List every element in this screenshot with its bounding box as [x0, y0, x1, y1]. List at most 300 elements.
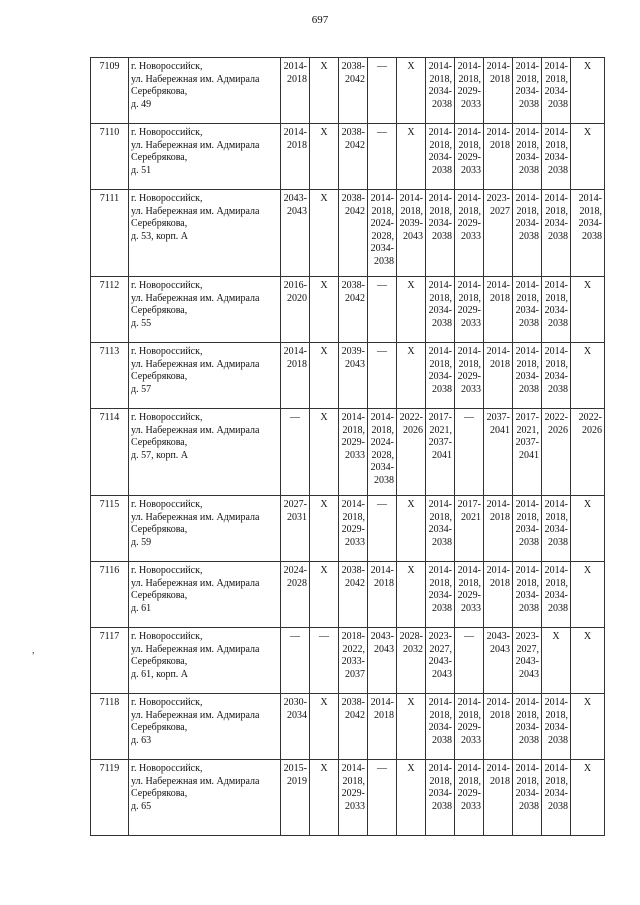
period-line: 2043 — [345, 358, 365, 370]
period-cell — [513, 562, 542, 628]
period-line: 2014- — [428, 763, 452, 774]
address-line: г. Новороссийск, — [131, 193, 203, 204]
period-line: 2024- — [370, 218, 394, 229]
period-cell — [281, 409, 310, 496]
period-line: 2038 — [432, 317, 452, 329]
period-line: 2014- — [370, 697, 394, 708]
period-line: 2014- — [428, 127, 452, 138]
address-cell — [129, 190, 281, 277]
period-cell — [310, 694, 339, 760]
period-line: 2043- — [283, 193, 307, 204]
period-line: 2037 — [345, 668, 365, 680]
period-cell — [426, 760, 455, 836]
period-line: 2034- — [428, 86, 452, 97]
period-line: Х — [583, 346, 592, 357]
period-line: 2038- — [341, 280, 365, 291]
address-cell — [129, 124, 281, 190]
period-line: 2014- — [544, 346, 568, 357]
period-line: 2029- — [457, 305, 481, 316]
address-line: Серебрякова, — [131, 437, 188, 448]
address-line: г. Новороссийск, — [131, 763, 203, 774]
row-number: 7113 — [91, 343, 129, 409]
period-line: 2014- — [515, 61, 539, 72]
period-line: 2018, — [545, 139, 568, 151]
period-line: 2022- — [544, 412, 568, 423]
period-line: 2014- — [428, 499, 452, 510]
period-line: 2018, — [429, 205, 452, 217]
period-cell — [542, 496, 571, 562]
period-cell — [397, 496, 426, 562]
address-line: Серебрякова, — [131, 305, 188, 316]
address-line: Серебрякова, — [131, 371, 188, 382]
period-line: 2034- — [515, 218, 539, 229]
period-cell — [571, 694, 605, 760]
period-line: 2018, — [429, 139, 452, 151]
period-line: 2038 — [519, 734, 539, 746]
period-line: 2033 — [461, 230, 481, 242]
period-line: 2014- — [544, 697, 568, 708]
period-line: 2014- — [283, 61, 307, 72]
period-line: 2018 — [374, 577, 394, 589]
period-line: 2027 — [490, 205, 510, 217]
period-cell — [310, 58, 339, 124]
period-line: 2014- — [486, 565, 510, 576]
address-line: ул. Набережная им. Адмирала — [131, 511, 260, 523]
period-cell — [368, 628, 397, 694]
period-line: Х — [320, 346, 328, 357]
period-cell — [484, 190, 513, 277]
row-number: 7116 — [91, 562, 129, 628]
period-cell — [542, 409, 571, 496]
period-line: 2028- — [399, 631, 423, 642]
period-line: 2038 — [548, 734, 568, 746]
period-line: 2038 — [519, 602, 539, 614]
period-line: 2034- — [370, 462, 394, 473]
period-line: 2033 — [345, 536, 365, 548]
address-line: д. 53, корп. А — [131, 230, 189, 242]
schedule-table — [90, 57, 605, 836]
period-line: 2014- — [457, 127, 481, 138]
period-line: 2014- — [486, 346, 510, 357]
period-line: 2038 — [374, 474, 394, 486]
period-line: 2028 — [287, 577, 307, 589]
period-line: Х — [320, 280, 328, 291]
period-line: 2038 — [548, 230, 568, 242]
period-line: 2018 — [490, 73, 510, 85]
period-cell — [397, 562, 426, 628]
period-line: 2043 — [490, 643, 510, 655]
address-line: г. Новороссийск, — [131, 412, 203, 423]
period-line: 2014- — [544, 193, 568, 204]
period-line: 2018, — [429, 709, 452, 721]
period-line: 2014- — [283, 346, 307, 357]
period-line: 2014- — [428, 61, 452, 72]
period-line: 2041 — [432, 449, 452, 461]
period-cell — [455, 496, 484, 562]
table-row — [91, 628, 605, 694]
period-cell — [368, 58, 397, 124]
period-cell — [281, 343, 310, 409]
period-line: 2014- — [515, 346, 539, 357]
period-line: Х — [583, 127, 592, 138]
period-line: 2038 — [374, 255, 394, 267]
period-line: 2018 — [490, 709, 510, 721]
period-line: 2014- — [515, 763, 539, 774]
period-line: 2029- — [457, 86, 481, 97]
period-cell — [455, 694, 484, 760]
period-line: 2038 — [519, 98, 539, 110]
period-line: 2034- — [428, 788, 452, 799]
period-line: 2018 — [490, 139, 510, 151]
period-cell — [397, 628, 426, 694]
period-line: 2028, — [371, 230, 394, 242]
period-line: 2014- — [457, 346, 481, 357]
period-line: 2018, — [545, 511, 568, 523]
period-line: 2033 — [461, 98, 481, 110]
period-line: 2014- — [341, 763, 365, 774]
period-line: 2014- — [341, 412, 365, 423]
period-line: 2038- — [341, 127, 365, 138]
period-cell — [542, 343, 571, 409]
period-cell — [310, 628, 339, 694]
period-line: 2033- — [341, 656, 365, 667]
address-line: г. Новороссийск, — [131, 631, 203, 642]
period-line: 2018 — [490, 775, 510, 787]
period-line: 2043- — [370, 631, 394, 642]
period-line: 2014- — [283, 127, 307, 138]
period-cell — [310, 277, 339, 343]
period-cell — [455, 343, 484, 409]
period-line: — — [377, 127, 387, 138]
period-line: 2014- — [515, 565, 539, 576]
period-line: 2038 — [548, 536, 568, 548]
period-line: 2026 — [582, 424, 602, 436]
period-line: 2034- — [515, 524, 539, 535]
period-line: 2018, — [400, 205, 423, 217]
address-line: д. 61, корп. А — [131, 668, 189, 680]
period-line: 2014- — [578, 193, 602, 204]
address-line: ул. Набережная им. Адмирала — [131, 424, 260, 436]
period-line: 2018, — [458, 205, 481, 217]
period-cell — [542, 562, 571, 628]
period-line: 2043- — [486, 631, 510, 642]
period-cell — [368, 694, 397, 760]
period-cell — [513, 277, 542, 343]
period-line: Х — [320, 763, 328, 774]
address-line: Серебрякова, — [131, 524, 188, 535]
address-line: ул. Набережная им. Адмирала — [131, 205, 260, 217]
period-cell — [339, 124, 368, 190]
period-line: 2018, — [458, 775, 481, 787]
period-cell — [426, 628, 455, 694]
period-cell — [426, 562, 455, 628]
period-cell — [281, 190, 310, 277]
period-line: 2014- — [486, 61, 510, 72]
period-line: 2018, — [429, 73, 452, 85]
period-cell — [397, 277, 426, 343]
period-cell — [513, 760, 542, 836]
period-line: Х — [583, 61, 592, 72]
period-line: 2019 — [287, 775, 307, 787]
period-line: 2014- — [457, 61, 481, 72]
address-line: ул. Набережная им. Адмирала — [131, 709, 260, 721]
table-row — [91, 496, 605, 562]
period-line: 2018, — [545, 205, 568, 217]
period-line: 2014- — [515, 697, 539, 708]
period-line: 2038 — [432, 164, 452, 176]
period-cell — [368, 277, 397, 343]
row-number: 7114 — [91, 409, 129, 496]
row-number: 7110 — [91, 124, 129, 190]
table-body — [91, 58, 605, 836]
address-line: Серебрякова, — [131, 722, 188, 733]
period-cell — [455, 628, 484, 694]
period-line: Х — [320, 127, 328, 138]
table-row — [91, 190, 605, 277]
period-line: — — [290, 412, 300, 423]
address-line: ул. Набережная им. Адмирала — [131, 139, 260, 151]
period-line: 2014- — [457, 697, 481, 708]
period-cell — [484, 409, 513, 496]
period-line: 2018, — [545, 577, 568, 589]
period-line: 2020 — [287, 292, 307, 304]
period-line: 2026 — [548, 424, 568, 436]
period-line: Х — [583, 697, 592, 708]
address-line: Серебрякова, — [131, 590, 188, 601]
period-line: 2014- — [428, 697, 452, 708]
period-line: 2038 — [582, 230, 602, 242]
period-cell — [281, 760, 310, 836]
period-line: 2029- — [457, 722, 481, 733]
period-line: 2022- — [399, 412, 423, 423]
row-number: 7115 — [91, 496, 129, 562]
period-line: 2018, — [516, 577, 539, 589]
period-cell — [368, 124, 397, 190]
period-line: 2038 — [519, 317, 539, 329]
period-line: 2018, — [458, 358, 481, 370]
period-line: 2017- — [428, 412, 452, 423]
address-cell — [129, 694, 281, 760]
period-line: 2034- — [544, 218, 568, 229]
period-line: 2028, — [371, 449, 394, 461]
period-line: 2043 — [519, 668, 539, 680]
table-row — [91, 58, 605, 124]
period-line: Х — [320, 565, 328, 576]
period-line: 2029- — [457, 788, 481, 799]
period-line: 2014- — [544, 565, 568, 576]
period-line: 2027, — [429, 643, 452, 655]
address-line: ул. Набережная им. Адмирала — [131, 577, 260, 589]
period-cell — [397, 124, 426, 190]
period-line: Х — [407, 127, 415, 138]
period-line: 2017- — [457, 499, 481, 510]
period-cell — [310, 496, 339, 562]
period-line: Х — [407, 565, 415, 576]
period-line: 2018 — [490, 358, 510, 370]
period-line: 2038 — [519, 536, 539, 548]
period-cell — [513, 343, 542, 409]
period-line: 2022, — [342, 643, 365, 655]
period-cell — [339, 409, 368, 496]
period-line: 2018, — [545, 358, 568, 370]
period-line: 2038 — [519, 800, 539, 812]
period-line: 2014- — [457, 565, 481, 576]
period-cell — [368, 760, 397, 836]
period-line: 2018 — [490, 511, 510, 523]
period-line: 2024- — [283, 565, 307, 576]
period-line: Х — [583, 763, 592, 774]
period-line: 2014- — [457, 280, 481, 291]
period-line: 2018 — [374, 709, 394, 721]
address-cell — [129, 277, 281, 343]
period-cell — [339, 58, 368, 124]
address-line: г. Новороссийск, — [131, 127, 203, 138]
period-line: 2016- — [283, 280, 307, 291]
address-line: ул. Набережная им. Адмирала — [131, 643, 260, 655]
period-line: 2043 — [403, 230, 423, 242]
period-cell — [571, 409, 605, 496]
table-row — [91, 277, 605, 343]
table-row — [91, 343, 605, 409]
period-line: 2034- — [428, 152, 452, 163]
address-line: ул. Набережная им. Адмирала — [131, 775, 260, 787]
period-line: — — [377, 61, 387, 72]
period-line: Х — [407, 346, 415, 357]
period-cell — [281, 562, 310, 628]
period-line: 2043- — [428, 656, 452, 667]
period-line: 2039- — [399, 218, 423, 229]
period-line: 2034- — [544, 152, 568, 163]
period-line: 2033 — [461, 800, 481, 812]
period-line: 2041 — [490, 424, 510, 436]
period-cell — [484, 277, 513, 343]
period-line: 2043 — [287, 205, 307, 217]
period-cell — [571, 628, 605, 694]
period-line: Х — [583, 631, 592, 642]
period-line: 2029- — [457, 152, 481, 163]
period-cell — [339, 628, 368, 694]
period-cell — [542, 190, 571, 277]
period-line: 2033 — [461, 317, 481, 329]
period-line: 2037- — [428, 437, 452, 448]
period-cell — [368, 190, 397, 277]
address-line: Серебрякова, — [131, 218, 188, 229]
period-cell — [571, 190, 605, 277]
period-cell — [571, 496, 605, 562]
period-cell — [281, 58, 310, 124]
period-cell — [513, 694, 542, 760]
table-row — [91, 409, 605, 496]
period-line: 2034- — [515, 788, 539, 799]
period-cell — [426, 277, 455, 343]
period-cell — [513, 190, 542, 277]
period-line: 2038 — [548, 800, 568, 812]
period-cell — [542, 628, 571, 694]
period-line: 2018 — [287, 73, 307, 85]
address-line: г. Новороссийск, — [131, 565, 203, 576]
period-cell — [310, 409, 339, 496]
address-cell — [129, 343, 281, 409]
period-line: 2018 — [490, 292, 510, 304]
address-line: Серебрякова, — [131, 656, 188, 667]
period-line: 2014- — [515, 280, 539, 291]
period-line: 2041 — [519, 449, 539, 461]
period-cell — [339, 190, 368, 277]
period-cell — [281, 124, 310, 190]
period-line: 2018, — [516, 709, 539, 721]
period-cell — [281, 496, 310, 562]
period-cell — [339, 562, 368, 628]
period-line: Х — [583, 280, 592, 291]
address-line: Серебрякова, — [131, 788, 188, 799]
period-line: 2018, — [579, 205, 602, 217]
period-line: — — [377, 763, 387, 774]
period-line: 2022- — [578, 412, 602, 423]
period-line: 2033 — [345, 449, 365, 461]
period-line: 2027- — [283, 499, 307, 510]
period-line: Х — [552, 631, 560, 642]
period-cell — [571, 343, 605, 409]
period-cell — [339, 760, 368, 836]
period-line: 2038 — [432, 98, 452, 110]
period-line: 2038- — [341, 565, 365, 576]
row-number: 7112 — [91, 277, 129, 343]
address-line: д. 49 — [131, 98, 152, 110]
period-line: 2018, — [371, 205, 394, 217]
period-line: — — [464, 412, 474, 423]
period-line: 2014- — [544, 127, 568, 138]
period-line: 2023- — [515, 631, 539, 642]
period-line: 2038 — [432, 734, 452, 746]
address-line: д. 57 — [131, 383, 152, 395]
period-cell — [571, 124, 605, 190]
period-line: Х — [407, 61, 415, 72]
period-cell — [397, 343, 426, 409]
period-line: 2018 — [490, 577, 510, 589]
row-number: 7117 — [91, 628, 129, 694]
period-cell — [368, 496, 397, 562]
address-line: г. Новороссийск, — [131, 346, 203, 357]
period-cell — [571, 562, 605, 628]
period-cell — [542, 694, 571, 760]
period-line: 2029- — [457, 590, 481, 601]
period-line: — — [377, 499, 387, 510]
period-line: 2034- — [515, 590, 539, 601]
period-cell — [513, 496, 542, 562]
period-line: 2034- — [544, 524, 568, 535]
period-line: 2038 — [548, 164, 568, 176]
period-cell — [513, 58, 542, 124]
period-line: 2018, — [458, 73, 481, 85]
table-row — [91, 562, 605, 628]
period-cell — [484, 58, 513, 124]
period-line: 2034- — [515, 371, 539, 382]
period-line: Х — [407, 280, 415, 291]
period-line: 2018, — [545, 73, 568, 85]
period-line: 2014- — [544, 280, 568, 291]
period-line: 2018, — [516, 73, 539, 85]
period-line: Х — [407, 697, 415, 708]
period-cell — [426, 694, 455, 760]
period-line: 2038 — [519, 230, 539, 242]
period-line: 2014- — [428, 280, 452, 291]
address-line: д. 65 — [131, 800, 152, 812]
period-cell — [484, 760, 513, 836]
period-line: 2014- — [399, 193, 423, 204]
period-line: 2014- — [370, 193, 394, 204]
address-line: д. 59 — [131, 536, 152, 548]
period-cell — [513, 409, 542, 496]
